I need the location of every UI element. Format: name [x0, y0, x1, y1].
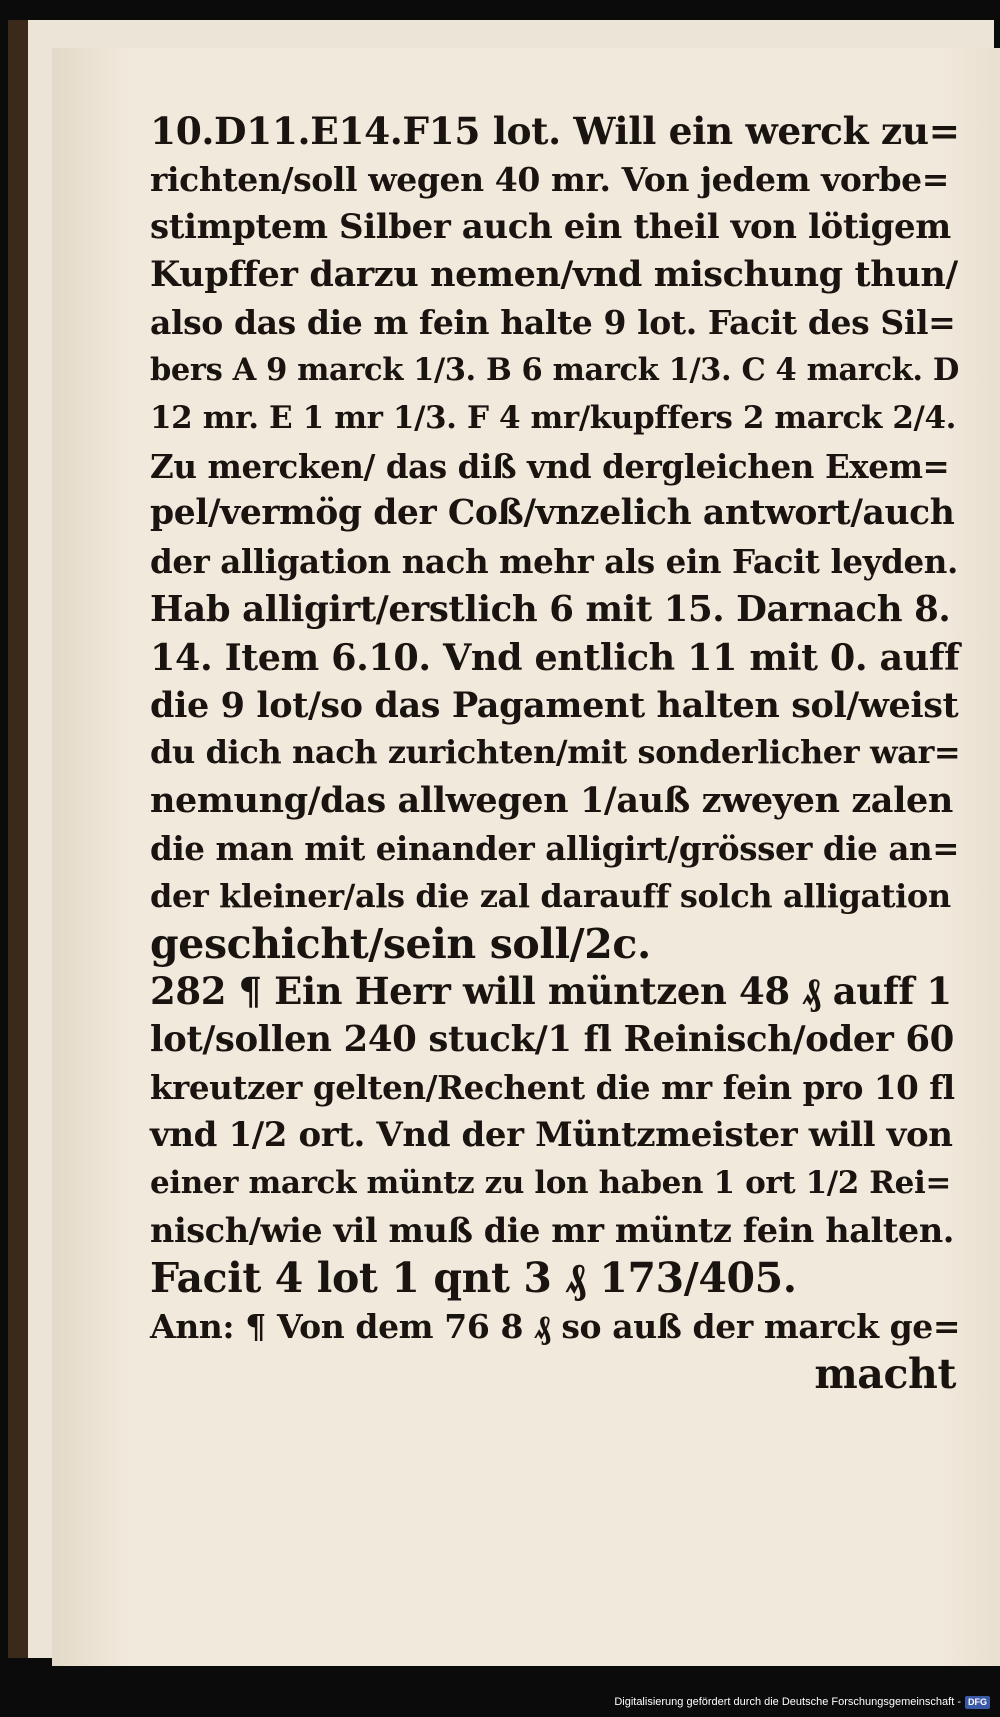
text-line: einer marck müntz zu lon haben 1 ort 1/2 Rei=	[150, 1164, 951, 1201]
text-line: pel/vermög der Coß/vnzelich antwort/auch	[150, 493, 955, 534]
text-line: bers A 9 marck 1/3. B 6 marck 1/3. C 4 marck. D	[150, 351, 959, 388]
dfg-logo: DFG	[965, 1696, 990, 1709]
text-line: der kleiner/als die zal darauff solch alligation	[150, 876, 951, 915]
text-line: stimptem Silber auch ein theil von lötigem	[150, 206, 951, 247]
digitization-footer	[0, 1693, 990, 1711]
text-line: Kupffer darzu nemen/vnd mischung thun/	[150, 254, 958, 296]
text-line: richten/soll wegen 40 mr. Von jedem vorbe=	[150, 159, 950, 199]
text-line: 10.D11.E14.F15 lot. Will ein werck zu=	[150, 109, 960, 153]
text-line: vnd 1/2 ort. Vnd der Müntzmeister will von	[150, 1114, 953, 1155]
text-line: die man mit einander alligirt/grösser die an=	[150, 828, 960, 868]
text-line: Hab alligirt/erstlich 6 mit 15. Darnach 8.	[150, 588, 951, 630]
catchword: macht	[814, 1349, 956, 1398]
text-line: geschicht/sein soll/2c.	[150, 919, 651, 968]
text-line: die 9 lot/so das Pagament halten sol/weist	[150, 684, 959, 726]
text-line: lot/sollen 240 stuck/1 fl Reinisch/oder 60	[150, 1019, 954, 1061]
text-line: Zu mercken/ das diß vnd dergleichen Exem=	[150, 446, 950, 486]
text-line: 282 ¶ Ein Herr will müntzen 48 ₰ auff 1	[150, 969, 952, 1014]
text-line: der alligation nach mehr als ein Facit leyden.	[150, 542, 958, 582]
text-line: Facit 4 lot 1 qnt 3 ₰ 173/405.	[150, 1254, 797, 1303]
text-line: du dich nach zurichten/mit sonderlicher war=	[150, 733, 961, 772]
text-line: nemung/das allwegen 1/auß zweyen zalen	[150, 780, 953, 822]
footer-text: Digitalisierung gefördert durch die Deutsche Forschungsgemeinschaft -	[614, 1696, 961, 1708]
text-line: also das die m fein halte 9 lot. Facit des Sil=	[150, 303, 956, 343]
text-line: 14. Item 6.10. Vnd entlich 11 mit 0. auff	[150, 635, 960, 679]
text-line: Ann: ¶ Von dem 76 8 ₰ so auß der marck ge=	[150, 1306, 961, 1346]
text-line: kreutzer gelten/Rechent die mr fein pro 10 fl	[150, 1067, 955, 1107]
page-text	[150, 108, 960, 1399]
text-line: 12 mr. E 1 mr 1/3. F 4 mr/kupffers 2 marck 2/4.	[150, 399, 957, 436]
text-line: nisch/wie vil muß die mr müntz fein halten.	[150, 1211, 955, 1251]
